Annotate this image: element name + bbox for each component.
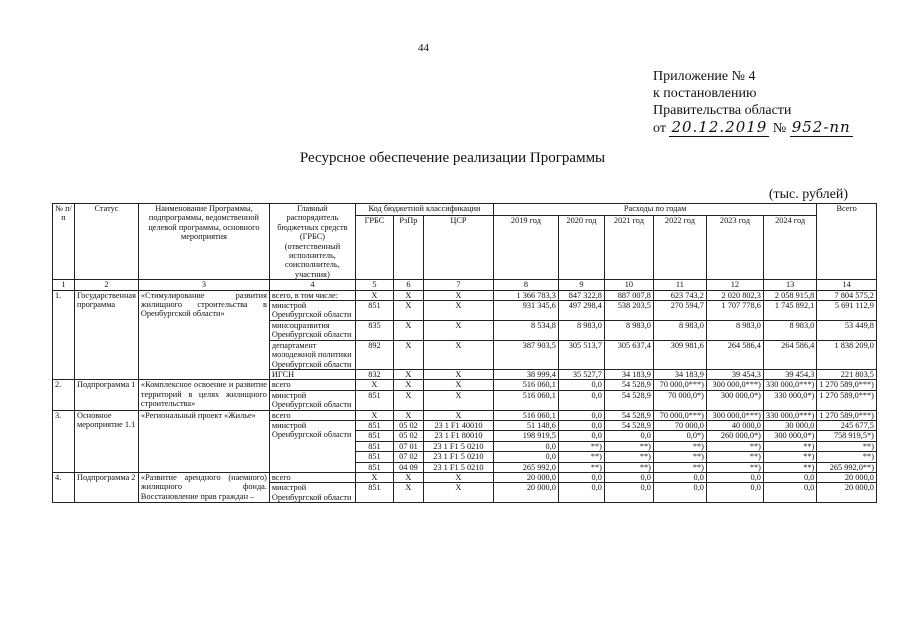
y2019-cell: 1 366 783,3 bbox=[493, 290, 558, 300]
grbs-cell: Х bbox=[355, 472, 393, 482]
y2020-cell: 0,0 bbox=[558, 472, 604, 482]
y2020-cell: **) bbox=[558, 462, 604, 472]
total-cell: 245 677,5 bbox=[817, 420, 877, 430]
rzpr-cell: Х bbox=[393, 320, 423, 340]
y2022-cell: 8 983,0 bbox=[653, 320, 706, 340]
y2021-cell: 54 528,9 bbox=[604, 410, 653, 420]
y2024-cell: 0,0 bbox=[763, 483, 816, 503]
y2024-cell: 330 000,0***) bbox=[763, 410, 816, 420]
csr-cell: Х bbox=[423, 340, 493, 369]
section-num: 3. bbox=[53, 410, 75, 472]
header-expenses: Расходы по годам bbox=[493, 204, 816, 216]
y2024-cell: 30 000,0 bbox=[763, 420, 816, 430]
y2022-cell: **) bbox=[653, 452, 706, 462]
y2020-cell: 8 983,0 bbox=[558, 320, 604, 340]
y2020-cell: 305 513,7 bbox=[558, 340, 604, 369]
grbs-name-cell: минстрой Оренбургской области bbox=[269, 420, 355, 472]
grbs-cell: 835 bbox=[355, 320, 393, 340]
y2023-cell: **) bbox=[706, 452, 763, 462]
handwritten-date: 20.12.2019 bbox=[671, 118, 768, 136]
total-cell: 1 270 589,0***) bbox=[817, 380, 877, 390]
section-num: 1. bbox=[53, 290, 75, 380]
header-name: Наименование Программы, подпрограммы, ведомственной целевой программы, основного мероприятия bbox=[138, 204, 269, 280]
y2021-cell: 0,0 bbox=[604, 472, 653, 482]
grbs-cell: 851 bbox=[355, 452, 393, 462]
section-name: «Развитие арендного (наемного) жилищного фонда. Восстановление прав граждан – bbox=[138, 472, 269, 502]
y2021-cell: 887 007,8 bbox=[604, 290, 653, 300]
y2022-cell: 70 000,0 bbox=[653, 420, 706, 430]
y2024-cell: 264 586,4 bbox=[763, 340, 816, 369]
index-cell: 5 bbox=[355, 280, 393, 290]
total-cell: 221 803,5 bbox=[817, 369, 877, 379]
index-cell: 9 bbox=[558, 280, 604, 290]
section-name: «Региональный проект «Жилье» bbox=[138, 410, 269, 472]
y2020-cell: 0,0 bbox=[558, 483, 604, 503]
y2021-cell: 8 983,0 bbox=[604, 320, 653, 340]
grbs-cell: Х bbox=[355, 410, 393, 420]
y2021-cell: **) bbox=[604, 441, 653, 451]
y2019-cell: 265 992,0 bbox=[493, 462, 558, 472]
header-num: № п/п bbox=[53, 204, 75, 280]
csr-cell: Х bbox=[423, 410, 493, 420]
grbs-name-cell: минсоцразвития Оренбургской области bbox=[269, 320, 355, 340]
total-cell: 7 804 575,2 bbox=[817, 290, 877, 300]
y2019-cell: 38 999,4 bbox=[493, 369, 558, 379]
total-cell: **) bbox=[817, 441, 877, 451]
y2022-cell: 0,0 bbox=[653, 483, 706, 503]
y2023-cell: **) bbox=[706, 441, 763, 451]
csr-cell: Х bbox=[423, 301, 493, 321]
grbs-name-cell: ИГСН bbox=[269, 369, 355, 379]
y2024-cell: **) bbox=[763, 452, 816, 462]
y2023-cell: 39 454,3 bbox=[706, 369, 763, 379]
total-cell: 20 000,0 bbox=[817, 483, 877, 503]
table-row bbox=[53, 472, 877, 482]
grbs-cell: 851 bbox=[355, 441, 393, 451]
y2019-cell: 20 000,0 bbox=[493, 483, 558, 503]
csr-cell: Х bbox=[423, 390, 493, 410]
y2022-cell: 70 000,0***) bbox=[653, 410, 706, 420]
grbs-name-cell: минстрой Оренбургской области bbox=[269, 483, 355, 503]
table-row bbox=[53, 290, 877, 300]
y2024-cell: 39 454,3 bbox=[763, 369, 816, 379]
y2023-cell: 300 000,0*) bbox=[706, 390, 763, 410]
total-cell: 1 270 589,0***) bbox=[817, 410, 877, 420]
y2021-cell: 305 637,4 bbox=[604, 340, 653, 369]
header-status: Статус bbox=[75, 204, 139, 280]
y2022-cell: 309 981,6 bbox=[653, 340, 706, 369]
y2021-cell: 54 528,9 bbox=[604, 420, 653, 430]
y2019-cell: 51 148,6 bbox=[493, 420, 558, 430]
grbs-cell: 851 bbox=[355, 431, 393, 441]
csr-cell: 23 1 F1 80010 bbox=[423, 431, 493, 441]
y2019-cell: 516 060,1 bbox=[493, 390, 558, 410]
total-cell: 53 449,8 bbox=[817, 320, 877, 340]
grbs-cell: 851 bbox=[355, 483, 393, 503]
csr-cell: Х bbox=[423, 320, 493, 340]
section-num: 2. bbox=[53, 380, 75, 410]
section-status: Подпрограмма 1 bbox=[75, 380, 139, 410]
y2024-cell: 300 000,0*) bbox=[763, 431, 816, 441]
y2022-cell: 623 743,2 bbox=[653, 290, 706, 300]
section-status: Государственная программа bbox=[75, 290, 139, 380]
grbs-cell: Х bbox=[355, 380, 393, 390]
y2020-cell: 35 527,7 bbox=[558, 369, 604, 379]
date-prefix: от bbox=[653, 121, 666, 136]
y2021-cell: 538 203,5 bbox=[604, 301, 653, 321]
grbs-cell: 851 bbox=[355, 420, 393, 430]
rzpr-cell: Х bbox=[393, 290, 423, 300]
section-name: «Комплексное освоение и развитие территорий в целях жилищного строительства» bbox=[138, 380, 269, 410]
index-cell: 4 bbox=[269, 280, 355, 290]
rzpr-cell: 04 09 bbox=[393, 462, 423, 472]
header-total: Всего bbox=[817, 204, 877, 280]
y2022-cell: 0,0*) bbox=[653, 431, 706, 441]
total-cell: 20 000,0 bbox=[817, 472, 877, 482]
grbs-cell: Х bbox=[355, 290, 393, 300]
y2021-cell: 0,0 bbox=[604, 431, 653, 441]
y2024-cell: **) bbox=[763, 441, 816, 451]
grbs-cell: 832 bbox=[355, 369, 393, 379]
y2024-cell: 330 000,0*) bbox=[763, 390, 816, 410]
header-grbs-main: Главный распорядитель бюджетных средств (ГРБС) (ответственный исполнитель, соисполнитель, участник) bbox=[269, 204, 355, 280]
y2023-cell: 300 000,0***) bbox=[706, 410, 763, 420]
y2023-cell: 1 707 778,6 bbox=[706, 301, 763, 321]
y2024-cell: 1 745 892,1 bbox=[763, 301, 816, 321]
header-year: 2020 год bbox=[558, 216, 604, 280]
y2023-cell: 260 000,0*) bbox=[706, 431, 763, 441]
csr-cell: 23 1 F1 5 0210 bbox=[423, 462, 493, 472]
csr-cell: Х bbox=[423, 380, 493, 390]
section-name: «Стимулирование развития жилищного строительства в Оренбургской области» bbox=[138, 290, 269, 380]
grbs-cell: 851 bbox=[355, 462, 393, 472]
grbs-name-cell: всего bbox=[269, 472, 355, 482]
page-number: 44 bbox=[418, 42, 429, 54]
table-row bbox=[53, 380, 877, 390]
appendix-line2: к постановлению bbox=[653, 86, 757, 101]
y2020-cell: 0,0 bbox=[558, 431, 604, 441]
grbs-cell: 892 bbox=[355, 340, 393, 369]
y2019-cell: 516 060,1 bbox=[493, 410, 558, 420]
y2021-cell: **) bbox=[604, 462, 653, 472]
grbs-name-cell: минстрой Оренбургской области bbox=[269, 390, 355, 410]
rzpr-cell: Х bbox=[393, 410, 423, 420]
y2020-cell: **) bbox=[558, 441, 604, 451]
y2019-cell: 516 060,1 bbox=[493, 380, 558, 390]
y2023-cell: 0,0 bbox=[706, 472, 763, 482]
y2024-cell: 2 058 915,8 bbox=[763, 290, 816, 300]
header-year: 2021 год bbox=[604, 216, 653, 280]
appendix-block bbox=[653, 68, 853, 137]
y2024-cell: **) bbox=[763, 462, 816, 472]
y2020-cell: 0,0 bbox=[558, 380, 604, 390]
index-cell: 3 bbox=[138, 280, 269, 290]
y2024-cell: 0,0 bbox=[763, 472, 816, 482]
y2022-cell: 34 183,9 bbox=[653, 369, 706, 379]
rzpr-cell: Х bbox=[393, 380, 423, 390]
y2024-cell: 330 000,0***) bbox=[763, 380, 816, 390]
y2021-cell: 54 528,9 bbox=[604, 380, 653, 390]
header-rzpr: РзПр bbox=[393, 216, 423, 280]
rzpr-cell: 07 02 bbox=[393, 452, 423, 462]
total-cell: 5 691 112,9 bbox=[817, 301, 877, 321]
csr-cell: Х bbox=[423, 483, 493, 503]
index-cell: 10 bbox=[604, 280, 653, 290]
appendix-line3: Правительства области bbox=[653, 103, 792, 118]
rzpr-cell: 07 01 bbox=[393, 441, 423, 451]
resource-table bbox=[52, 203, 877, 503]
index-cell: 11 bbox=[653, 280, 706, 290]
grbs-name-cell: всего bbox=[269, 380, 355, 390]
y2020-cell: 0,0 bbox=[558, 390, 604, 410]
table-header bbox=[53, 204, 877, 291]
table-body bbox=[53, 290, 877, 503]
y2020-cell: 847 322,8 bbox=[558, 290, 604, 300]
header-budget-code: Код бюджетной классификации bbox=[355, 204, 493, 216]
y2021-cell: 0,0 bbox=[604, 483, 653, 503]
y2022-cell: **) bbox=[653, 441, 706, 451]
y2023-cell: 40 000,0 bbox=[706, 420, 763, 430]
rzpr-cell: Х bbox=[393, 301, 423, 321]
y2019-cell: 198 919,5 bbox=[493, 431, 558, 441]
appendix-line1: Приложение № 4 bbox=[653, 69, 756, 84]
header-csr: ЦСР bbox=[423, 216, 493, 280]
appendix-date-line bbox=[653, 119, 853, 137]
total-cell: 1 270 589,0***) bbox=[817, 390, 877, 410]
index-cell: 7 bbox=[423, 280, 493, 290]
grbs-cell: 851 bbox=[355, 301, 393, 321]
y2021-cell: 34 183,9 bbox=[604, 369, 653, 379]
csr-cell: 23 1 F1 40010 bbox=[423, 420, 493, 430]
header-year: 2024 год bbox=[763, 216, 816, 280]
handwritten-number: 952-пп bbox=[791, 118, 851, 136]
rzpr-cell: 05 02 bbox=[393, 431, 423, 441]
index-cell: 12 bbox=[706, 280, 763, 290]
total-cell: 758 919,5*) bbox=[817, 431, 877, 441]
index-cell: 1 bbox=[53, 280, 75, 290]
rzpr-cell: Х bbox=[393, 483, 423, 503]
y2020-cell: 0,0 bbox=[558, 410, 604, 420]
index-cell: 6 bbox=[393, 280, 423, 290]
y2020-cell: 497 298,4 bbox=[558, 301, 604, 321]
y2021-cell: 54 528,9 bbox=[604, 390, 653, 410]
index-cell: 2 bbox=[75, 280, 139, 290]
y2022-cell: 0,0 bbox=[653, 472, 706, 482]
y2019-cell: 0,0 bbox=[493, 441, 558, 451]
rzpr-cell: Х bbox=[393, 340, 423, 369]
y2023-cell: 0,0 bbox=[706, 483, 763, 503]
section-status: Подпрограмма 2 bbox=[75, 472, 139, 502]
csr-cell: Х bbox=[423, 290, 493, 300]
rzpr-cell: 05 02 bbox=[393, 420, 423, 430]
total-cell: 265 992,0**) bbox=[817, 462, 877, 472]
number-prefix: № bbox=[772, 121, 787, 136]
table-row bbox=[53, 410, 877, 420]
grbs-name-cell: всего, в том числе: bbox=[269, 290, 355, 300]
y2019-cell: 0,0 bbox=[493, 452, 558, 462]
total-cell: 1 838 209,0 bbox=[817, 340, 877, 369]
csr-cell: 23 1 F1 5 0210 bbox=[423, 452, 493, 462]
y2023-cell: 8 983,0 bbox=[706, 320, 763, 340]
y2020-cell: 0,0 bbox=[558, 420, 604, 430]
y2020-cell: **) bbox=[558, 452, 604, 462]
csr-cell: 23 1 F1 5 0210 bbox=[423, 441, 493, 451]
index-row bbox=[53, 280, 877, 290]
y2022-cell: **) bbox=[653, 462, 706, 472]
grbs-name-cell: всего bbox=[269, 410, 355, 420]
header-grbs: ГРБС bbox=[355, 216, 393, 280]
y2023-cell: 264 586,4 bbox=[706, 340, 763, 369]
index-cell: 8 bbox=[493, 280, 558, 290]
rzpr-cell: Х bbox=[393, 369, 423, 379]
grbs-name-cell: минстрой Оренбургской области bbox=[269, 301, 355, 321]
index-cell: 13 bbox=[763, 280, 816, 290]
grbs-name-cell: департамент молодежной политики Оренбургской области bbox=[269, 340, 355, 369]
grbs-cell: 851 bbox=[355, 390, 393, 410]
y2019-cell: 20 000,0 bbox=[493, 472, 558, 482]
y2022-cell: 70 000,0***) bbox=[653, 380, 706, 390]
header-year: 2019 год bbox=[493, 216, 558, 280]
csr-cell: Х bbox=[423, 369, 493, 379]
section-num: 4. bbox=[53, 472, 75, 502]
y2023-cell: **) bbox=[706, 462, 763, 472]
y2022-cell: 70 000,0*) bbox=[653, 390, 706, 410]
y2021-cell: **) bbox=[604, 452, 653, 462]
section-status: Основное мероприятие 1.1 bbox=[75, 410, 139, 472]
y2023-cell: 2 020 802,3 bbox=[706, 290, 763, 300]
y2024-cell: 8 983,0 bbox=[763, 320, 816, 340]
y2019-cell: 387 903,5 bbox=[493, 340, 558, 369]
total-cell: **) bbox=[817, 452, 877, 462]
rzpr-cell: Х bbox=[393, 472, 423, 482]
y2019-cell: 8 534,8 bbox=[493, 320, 558, 340]
y2022-cell: 270 594,7 bbox=[653, 301, 706, 321]
unit-label: (тыс. рублей) bbox=[768, 187, 848, 202]
document-title: Ресурсное обеспечение реализации Программы bbox=[299, 150, 606, 166]
y2019-cell: 931 345,6 bbox=[493, 301, 558, 321]
csr-cell: Х bbox=[423, 472, 493, 482]
index-cell: 14 bbox=[817, 280, 877, 290]
header-year: 2022 год bbox=[653, 216, 706, 280]
rzpr-cell: Х bbox=[393, 390, 423, 410]
header-year: 2023 год bbox=[706, 216, 763, 280]
y2023-cell: 300 000,0***) bbox=[706, 380, 763, 390]
